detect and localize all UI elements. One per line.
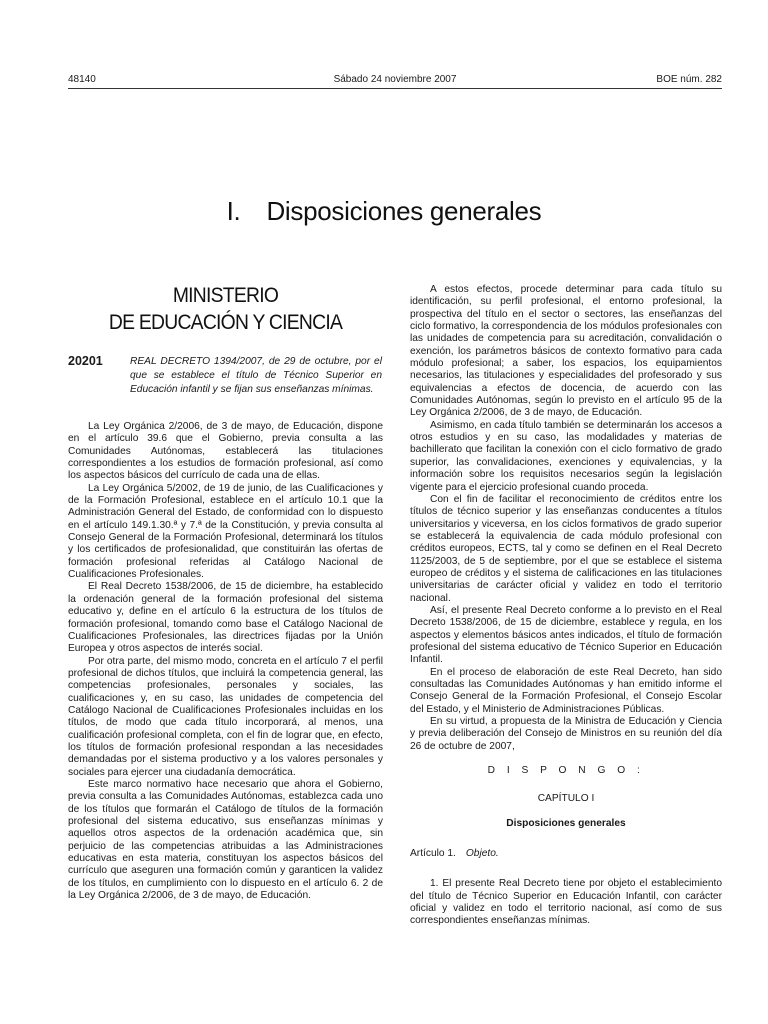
page-header xyxy=(68,74,722,88)
paragraph: Con el fin de facilitar el reconocimiento de créditos entre los títulos de técnico superior y las enseñanzas conducentes a títulos universitarios y viceversa, en los ciclos formativos de grado superior se establecerá la equivalencia de cada módulo profesional con créditos europeos, ECTS, tal y como se definen en el Real Decreto 1125/2003, de 5 de septiembre, por el que se establece el sistema europeo de créditos y el sistema de calificaciones en las titulaciones universitarias de carácter oficial y validez en todo el territorio nacional. xyxy=(410,493,722,604)
page-number: 48140 xyxy=(68,74,96,85)
article-paragraph: 1. El presente Real Decreto tiene por objeto el establecimiento del título de Técnico Superior en Educación Infantil, con carácter oficial y validez en todo el territorio nacional, así como de sus correspondientes enseñanzas mínimas. xyxy=(410,878,722,927)
chapter-label: CAPÍTULO I xyxy=(537,793,595,805)
journal-issue: BOE núm. 282 xyxy=(656,74,722,85)
right-column xyxy=(410,284,722,928)
article-heading xyxy=(410,848,722,860)
paragraph: Este marco normativo hace necesario que ahora el Gobierno, previa consulta a las Comunidades Autónomas, establezca cada uno de los títulos que formarán el Catálogo de títulos de la formación profesional del sistema educativo, sus enseñanzas mínimas y aquellos otros aspectos de la ordenación académica que, sin perjuicio de las competencias atribuidas a las Administraciones educativas en esta materia, constituyan los aspectos básicos del currículo que aseguren una formación común y garanticen la validez de los títulos, en cumplimiento con lo dispuesto en el artículo 6. 2 de la Ley Orgánica 2/2006, de 3 de mayo, de Educación. xyxy=(68,778,383,902)
section-title xyxy=(0,196,768,227)
ministry-heading xyxy=(81,282,371,336)
header-rule xyxy=(68,88,722,89)
section-number: I. xyxy=(226,196,241,226)
decree-number: 20201 xyxy=(68,354,103,368)
article-subject: Objeto. xyxy=(465,848,499,860)
publication-date: Sábado 24 noviembre 2007 xyxy=(333,74,457,85)
paragraph: La Ley Orgánica 5/2002, de 19 de junio, de las Cualificaciones y de la Formación Profesional, establece en el artículo 10.1 que la Administración General del Estado, de conformidad con lo dispuesto en el artículo 149.1.30.ª y 7.ª de la Constitución, y previa consulta al Consejo General de la Formación Profesional, determinará los títulos y los certificados de profesionalidad, que constituirán las ofertas de formación profesional referidas al Catálogo Nacional de Cualificaciones Profesionales. xyxy=(68,482,383,581)
paragraph: Por otra parte, del mismo modo, concreta en el artículo 7 el perfil profesional de dichos títulos, que incluirá la competencia general, las competencias profesionales, personales y sociales, las cualificaciones y, en su caso, las unidades de competencia del Catálogo Nacional de Cualificaciones Profesionales incluidas en los títulos, de modo que cada título incorporará, al menos, una cualificación profesional completa, con el fin de lograr que, en efecto, los títulos de formación profesional respondan a las necesidades demandadas por el sistema productivo y a los valores personales y sociales para ejercer una ciudadanía democrática. xyxy=(68,655,383,778)
ministry-line-1: MINISTERIO xyxy=(172,284,279,307)
paragraph: En su virtud, a propuesta de la Ministra de Educación y Ciencia y previa deliberación del Consejo de Ministros en su reunión del día 26 de octubre de 2007, xyxy=(410,716,722,752)
dispongo-heading: D I S P O N G O : xyxy=(487,765,645,777)
paragraph: A estos efectos, procede determinar para cada título su identificación, su perfil profesional, el entorno profesional, la prospectiva del título en el sector o sectores, las enseñanzas del ciclo formativo, la correspondencia de los módulos profesionales con las unidades de competencia para su acreditación, convalidación o exención, los parámetros básicos de contexto formativo para cada módulo profesional; a saber, los espacios, los equipamientos necesarios, las titulaciones y especialidades del profesorado y sus equivalencias a efectos de docencia, de acuerdo con las Comunidades Autónomas, según lo previsto en el artículo 95 de la Ley Orgánica 2/2006, de 3 de mayo, de Educación. xyxy=(410,284,722,419)
left-column xyxy=(68,421,383,902)
paragraph: Asimismo, en cada título también se determinarán los accesos a otros estudios y en su caso, las modalidades y materias de bachillerato que facilitan la conexión con el ciclo formativo de grado superior, las convalidaciones, exenciones y equivalencias, y la información sobre los requisitos necesarios según la legislación vigente para el ejercicio profesional cuando proceda. xyxy=(410,419,722,493)
ministry-line-2: DE EDUCACIÓN Y CIENCIA xyxy=(108,311,343,334)
chapter-title: Disposiciones generales xyxy=(506,817,626,829)
paragraph: En el proceso de elaboración de este Real Decreto, han sido consultadas las Comunidades Autónomas y han emitido informe el Consejo General de la Formación Profesional, el Consejo Escolar del Estado, y el Ministerio de Administraciones Públicas. xyxy=(410,666,722,715)
article-label: Artículo 1. xyxy=(410,848,456,860)
section-name: Disposiciones generales xyxy=(266,196,542,226)
paragraph: La Ley Orgánica 2/2006, de 3 de mayo, de Educación, dispone en el artículo 39.6 que el Gobierno, previa consulta a las Comunidades Autónomas, establecerá las titulaciones correspondientes a los estudios de formación profesional, así como los aspectos básicos del currículo de cada una de ellas. xyxy=(68,421,383,482)
paragraph: El Real Decreto 1538/2006, de 15 de diciembre, ha establecido la ordenación general de la formación profesional del sistema educativo y, define en el artículo 6 la estructura de los títulos de formación profesional, tomando como base el Catálogo Nacional de Cualificaciones Profesionales, las directrices fijadas por la Unión Europea y otros aspectos de interés social. xyxy=(68,581,383,655)
paragraph: Así, el presente Real Decreto conforme a lo previsto en el Real Decreto 1538/2006, de 15 de diciembre, establece y regula, en los aspectos y elementos básicos antes indicados, el título de formación profesional del sistema educativo de Técnico Superior en Educación Infantil. xyxy=(410,604,722,666)
decree-title: REAL DECRETO 1394/2007, de 29 de octubre, por el que se establece el título de Técnico Superior en Educación infantil y se fijan sus enseñanzas mínimas. xyxy=(130,356,382,395)
